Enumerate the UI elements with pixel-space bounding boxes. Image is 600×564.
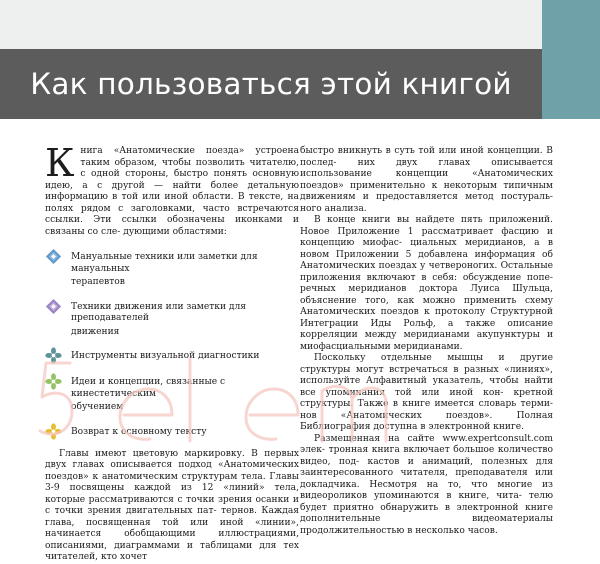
legend-item — [45, 298, 299, 339]
teal-accent-tab — [542, 0, 600, 119]
body-paragraph: Поскольку отдельные мышцы и другие структуры могут встречаться в разных «линиях», используйте Алфавитный указатель, чтобы найти все упоминания той или иной кон- кретной структуры. Также в книге имеется словарь терми- нов «Анатомических поездов». Полная Библиография доступна в электронной книге. — [300, 353, 553, 432]
page-title: Как пользоваться этой книгой — [30, 67, 512, 101]
left-column — [45, 141, 299, 564]
body-paragraph: Размещенная на сайте www.expertconsult.com элек- тронная книга включает большое количество видео, под- кастов и анимаций, полезных для заинтересованного читателя, преподавателя или докладчика. Несмотря на то, что многие из видеороликов упоминаются в книге, чита- телю будет приятно обнаружить в электронной книге дополнительные видеоматериалы продолжительностью в несколько часов. — [300, 433, 553, 536]
icon-legend — [45, 248, 299, 440]
legend-label: Мануальные техники или заметки для мануальных терапевтов — [71, 252, 258, 287]
intro-line: дующими областями: — [123, 226, 227, 237]
movement-techniques-icon — [45, 298, 62, 315]
manual-techniques-icon — [45, 248, 62, 265]
legend-item — [45, 373, 299, 414]
body-paragraph: Главы имеют цветовую маркировку. В первых двух главах описывается подход «Анатомических поездов» к анатомическим структурам тела. Главы 3-9 посвящены каждой из 12 «линий» тела, которые рассматриваются с точки зрения осанки и с точки зрения двигательных пат- тернов. Каждая глава, посвященная той или иной «линии», начинается обобщающими иллюстрациями, описаниями, диаграммами и таблицами для тех читателей, кто хочет — [45, 448, 299, 562]
title-bar — [0, 49, 542, 119]
right-column — [300, 146, 553, 537]
legend-label: Инструменты визуальной диагностики — [71, 351, 260, 361]
top-strip — [0, 0, 600, 49]
body-paragraph: быстро вникнуть в суть той или иной концепции. В послед- них двух главах описывается использование концепции «Анатомических поездов» применительно к некоторым типичным движениям и предоставляется метод постураль- ного анализа. — [300, 146, 553, 214]
legend-item — [45, 423, 299, 440]
intro-line: ссылки. Эти ссылки обозначены иконками и связаны со сле- — [45, 215, 299, 237]
kinesthetic-ideas-icon — [45, 373, 62, 390]
legend-label: Техники движения или заметки для преподавателей движения — [71, 301, 247, 337]
legend-item — [45, 347, 299, 364]
intro-line: стороны, быстро понять основную идею, а с другой — — [45, 169, 299, 191]
body-paragraph: В конце книги вы найдете пять приложений. Новое Приложение 1 рассматривает фасцию и концепцию миофас- циальных меридианов, а в новом Приложении 5 добавлена информация об Анатомических поездах у четвероногих. Остальные приложения включают в себя: обсуждение попе- речных меридианов доктора Луиса Шульца, объяснение того, как можно применить схему Анатомических поездов к протоколу Структурной Интеграции Иды Рольф, а также описание корреляции между меридианами акупунктуры и миофасциальными меридианами. — [300, 215, 553, 352]
intro-line: В тексте, на полях рядом с заголовками, часто встречаются — [45, 192, 299, 214]
intro-line: нига «Анатомические поезда» устроена таким — [80, 146, 299, 168]
intro-line: образом, чтобы позволить читателю, с одной — [80, 157, 299, 179]
intro-paragraph — [45, 141, 299, 238]
legend-label: Возврат к основному тексту — [71, 426, 207, 437]
intro-line: найти более детальную информацию в той или иной области. — [45, 180, 299, 202]
dropcap: К — [45, 141, 75, 185]
visual-diagnostics-icon — [45, 347, 62, 364]
legend-label: Идеи и концепции, связанные с кинестетическим обучением — [71, 377, 226, 412]
legend-item — [45, 248, 299, 289]
back-to-text-icon — [45, 423, 62, 440]
